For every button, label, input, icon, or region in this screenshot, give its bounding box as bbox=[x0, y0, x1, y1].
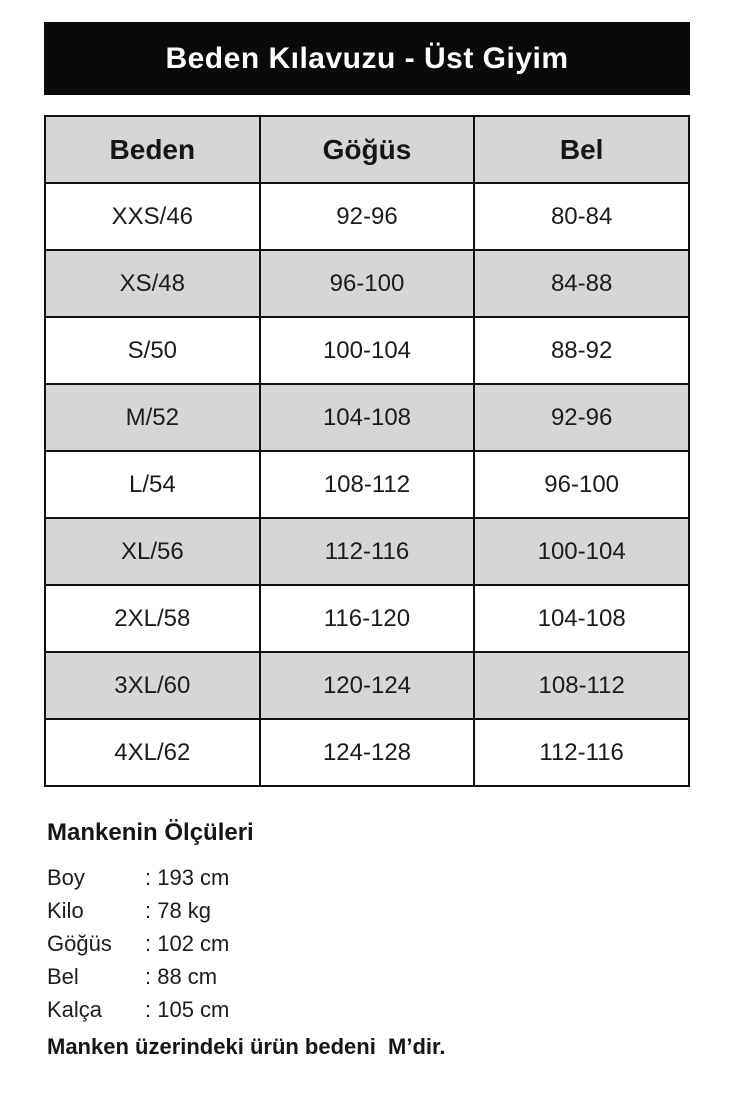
header-row bbox=[45, 116, 689, 183]
measurement-row-kilo bbox=[47, 894, 690, 927]
measurement-label: Bel bbox=[47, 964, 79, 989]
chest-cell: 108-112 bbox=[260, 451, 475, 518]
measurement-row-kalca bbox=[47, 993, 690, 1026]
size-table-body bbox=[45, 183, 689, 786]
waist-cell: 104-108 bbox=[474, 585, 689, 652]
measurement-label: Kilo bbox=[47, 898, 84, 923]
chest-cell: 116-120 bbox=[260, 585, 475, 652]
waist-cell: 112-116 bbox=[474, 719, 689, 786]
measurement-value: : 88 cm bbox=[145, 964, 218, 989]
waist-cell: 88-92 bbox=[474, 317, 689, 384]
chest-cell: 112-116 bbox=[260, 518, 475, 585]
measurement-value: : 102 cm bbox=[145, 931, 230, 956]
table-row bbox=[45, 652, 689, 719]
chest-cell: 104-108 bbox=[260, 384, 475, 451]
model-measurements-section bbox=[44, 819, 690, 1063]
size-cell: 3XL/60 bbox=[45, 652, 260, 719]
table-row bbox=[45, 183, 689, 250]
measurement-value: : 193 cm bbox=[145, 865, 230, 890]
chest-cell: 100-104 bbox=[260, 317, 475, 384]
table-row bbox=[45, 250, 689, 317]
waist-cell: 84-88 bbox=[474, 250, 689, 317]
column-header-beden: Beden bbox=[45, 116, 260, 183]
table-row bbox=[45, 317, 689, 384]
waist-cell: 100-104 bbox=[474, 518, 689, 585]
waist-cell: 80-84 bbox=[474, 183, 689, 250]
size-cell: XXS/46 bbox=[45, 183, 260, 250]
measurement-row-bel bbox=[47, 960, 690, 993]
table-row bbox=[45, 384, 689, 451]
size-cell: L/54 bbox=[45, 451, 260, 518]
table-row bbox=[45, 719, 689, 786]
size-cell: 4XL/62 bbox=[45, 719, 260, 786]
waist-cell: 96-100 bbox=[474, 451, 689, 518]
size-cell: 2XL/58 bbox=[45, 585, 260, 652]
measurement-row-boy bbox=[47, 861, 690, 894]
page-title: Beden Kılavuzu - Üst Giyim bbox=[165, 41, 569, 75]
column-header-gogus: Göğüs bbox=[260, 116, 475, 183]
chest-cell: 96-100 bbox=[260, 250, 475, 317]
model-measurements-title: Mankenin Ölçüleri bbox=[47, 819, 254, 846]
table-row bbox=[45, 585, 689, 652]
size-cell: S/50 bbox=[45, 317, 260, 384]
waist-cell: 108-112 bbox=[474, 652, 689, 719]
size-table bbox=[44, 115, 690, 787]
measurement-row-gogus bbox=[47, 927, 690, 960]
measurement-label: Boy bbox=[47, 865, 85, 890]
measurement-label: Kalça bbox=[47, 997, 103, 1022]
measurement-label: Göğüs bbox=[47, 931, 112, 956]
size-cell: M/52 bbox=[45, 384, 260, 451]
measurement-value: : 78 kg bbox=[145, 898, 212, 923]
table-row bbox=[45, 451, 689, 518]
waist-cell: 92-96 bbox=[474, 384, 689, 451]
size-cell: XS/48 bbox=[45, 250, 260, 317]
table-row bbox=[45, 518, 689, 585]
model-size-note: Manken üzerindeki ürün bedeni M’dir. bbox=[47, 1034, 446, 1059]
chest-cell: 120-124 bbox=[260, 652, 475, 719]
size-cell: XL/56 bbox=[45, 518, 260, 585]
chest-cell: 124-128 bbox=[260, 719, 475, 786]
column-header-bel: Bel bbox=[474, 116, 689, 183]
measurement-value: : 105 cm bbox=[145, 997, 230, 1022]
size-table-header bbox=[45, 116, 689, 183]
title-bar bbox=[44, 22, 690, 95]
chest-cell: 92-96 bbox=[260, 183, 475, 250]
